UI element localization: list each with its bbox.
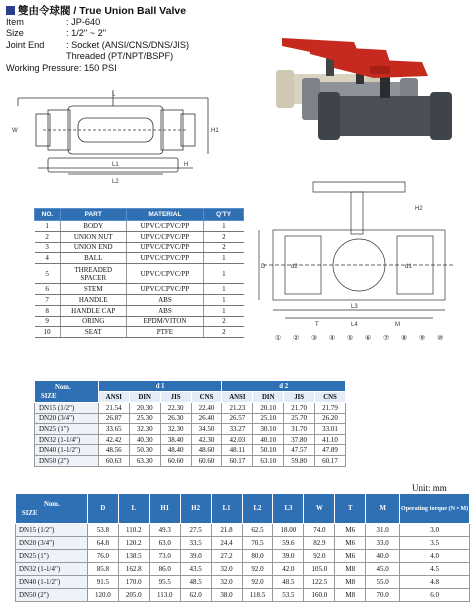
table-row: 4 BALL UPVC/CPVC/PP 1 bbox=[35, 253, 244, 264]
spec-joint: Joint End : Socket (ANSI/CNS/DNS/JIS) bbox=[6, 39, 190, 50]
table-row: DN25 (1") 33.65 32.30 32.30 34.50 33.27 30.10 31.70 33.01 bbox=[35, 424, 346, 435]
dim-header: L3 bbox=[273, 494, 304, 524]
d-sub-header: ANSI bbox=[222, 392, 253, 403]
svg-text:W: W bbox=[12, 128, 18, 134]
valve-photo bbox=[262, 22, 462, 146]
svg-text:L1: L1 bbox=[112, 162, 119, 168]
product-title: 雙由令球閥 / True Union Ball Valve bbox=[18, 4, 187, 17]
d-sub-header: DIN bbox=[129, 392, 160, 403]
dim-header: W bbox=[304, 494, 335, 524]
parts-header-part: PART bbox=[60, 209, 126, 221]
table-row: 5 THREADED SPACER UPVC/CPVC/PP 1 bbox=[35, 264, 244, 284]
dim-header: M bbox=[366, 494, 400, 524]
spec-pressure: Working Pressure: 150 PSI bbox=[6, 62, 117, 73]
table-row: 1 BODY UPVC/CPVC/PP 1 bbox=[35, 221, 244, 232]
socket-diameter-table bbox=[34, 380, 346, 467]
section-view-drawing bbox=[255, 170, 465, 350]
svg-text:H: H bbox=[184, 162, 189, 168]
svg-text:⑩: ⑩ bbox=[437, 335, 444, 342]
title-square-icon bbox=[6, 6, 15, 15]
table-row: 10 SEAT PTFE 2 bbox=[35, 327, 244, 338]
svg-text:⑧: ⑧ bbox=[401, 335, 408, 342]
d-sub-header: JIS bbox=[284, 392, 315, 403]
svg-text:L4: L4 bbox=[351, 322, 358, 328]
svg-text:L: L bbox=[112, 92, 116, 98]
spec-size: Size : 1/2" ~ 2" bbox=[6, 28, 106, 39]
table-row: DN25 (1") 76.0 138.5 73.0 39.0 27.2 80.0 39.0 92.0 M6 40.0 4.0 bbox=[16, 550, 470, 563]
svg-text:L2: L2 bbox=[112, 179, 119, 185]
d-sub-header: DIN bbox=[253, 392, 284, 403]
parts-table bbox=[34, 208, 244, 338]
d2-group-header: d 2 bbox=[222, 381, 346, 392]
parts-header-material: MATERIAL bbox=[126, 209, 204, 221]
svg-text:②: ② bbox=[293, 335, 300, 342]
svg-text:⑤: ⑤ bbox=[347, 335, 354, 342]
torque-header: Operating torque (N • M) bbox=[400, 494, 470, 524]
table-row: DN50 (2") 120.0 205.0 113.0 62.0 38.0 118.5 53.5 160.0 M8 70.0 6.0 bbox=[16, 589, 470, 602]
table-row: DN15 (1/2") 21.54 20.30 22.30 22.40 21.23 20.10 21.70 21.79 bbox=[35, 403, 346, 414]
svg-text:⑦: ⑦ bbox=[383, 335, 390, 342]
dim-header: T bbox=[335, 494, 366, 524]
table-row: 2 UNION NUT UPVC/CPVC/PP 2 bbox=[35, 231, 244, 242]
table-row: 7 HANDLE ABS 1 bbox=[35, 294, 244, 305]
dimension-table bbox=[15, 493, 470, 602]
table-row: DN40 (1-1/2") 48.56 50.30 48.40 48.60 48.11 50.10 47.57 47.89 bbox=[35, 445, 346, 456]
spec-item: Item : JP-640 bbox=[6, 17, 101, 27]
svg-text:M: M bbox=[395, 322, 400, 328]
table-row: DN50 (2") 60.63 63.30 60.60 60.60 60.17 63.10 59.80 60.17 bbox=[35, 455, 346, 466]
svg-text:④: ④ bbox=[329, 335, 336, 342]
svg-text:①: ① bbox=[275, 335, 282, 342]
svg-text:d1: d1 bbox=[405, 264, 412, 270]
dim-header: D bbox=[87, 494, 118, 524]
unit-label: Unit: mm bbox=[412, 483, 447, 493]
svg-text:d2: d2 bbox=[291, 264, 298, 270]
table-row: 6 STEM UPVC/CPVC/PP 1 bbox=[35, 284, 244, 295]
dim-header: H2 bbox=[180, 494, 211, 524]
table-row: DN32 (1-1/4") 42.42 40.30 38.40 42.30 42.03 40.10 37.80 41.10 bbox=[35, 434, 346, 445]
svg-text:H1: H1 bbox=[211, 128, 219, 134]
table-row: DN40 (1-1/2") 91.5 170.0 95.5 48.5 32.0 92.0 48.5 122.5 M8 55.0 4.8 bbox=[16, 576, 470, 589]
dim-table-corner: Nom. SIZE bbox=[16, 494, 88, 524]
table-row: 9 ORING EPDM/VITON 2 bbox=[35, 316, 244, 327]
svg-text:D: D bbox=[261, 264, 266, 270]
parts-header-qty: Q'TY bbox=[204, 209, 244, 221]
dim-header: H1 bbox=[149, 494, 180, 524]
svg-text:T: T bbox=[315, 322, 319, 328]
svg-text:⑥: ⑥ bbox=[365, 335, 372, 342]
d-table-corner: Nom. SIZE bbox=[35, 381, 99, 403]
d-sub-header: JIS bbox=[160, 392, 191, 403]
spec-joint-threaded: Threaded (PT/NPT/BSPF) bbox=[66, 51, 174, 62]
parts-header-no: NO. bbox=[35, 209, 61, 221]
table-row: DN20 (3/4") 64.8 120.2 63.0 33.5 24.4 70.5 59.6 82.9 M6 33.0 3.5 bbox=[16, 537, 470, 550]
d-sub-header: ANSI bbox=[98, 392, 129, 403]
d-sub-header: CNS bbox=[315, 392, 346, 403]
front-view-drawing bbox=[8, 88, 223, 196]
d-sub-header: CNS bbox=[191, 392, 222, 403]
spec-header bbox=[6, 3, 256, 74]
svg-text:H2: H2 bbox=[415, 206, 423, 212]
table-row: DN20 (3/4") 26.87 25.30 26.30 26.40 26.57 25.10 25.70 26.20 bbox=[35, 413, 346, 424]
table-row: 3 UNION END UPVC/CPVC/PP 2 bbox=[35, 242, 244, 253]
table-row: DN32 (1-1/4") 85.8 162.8 86.0 43.5 32.0 92.0 42.0 105.0 M8 45.0 4.5 bbox=[16, 563, 470, 576]
dim-header: L1 bbox=[211, 494, 242, 524]
dim-header: L bbox=[118, 494, 149, 524]
svg-text:⑨: ⑨ bbox=[419, 335, 426, 342]
table-row: DN15 (1/2") 53.8 110.2 49.3 27.5 21.8 62.5 18.00 74.0 M6 31.0 3.0 bbox=[16, 524, 470, 537]
dim-header: L2 bbox=[242, 494, 273, 524]
table-row: 8 HANDLE CAP ABS 1 bbox=[35, 305, 244, 316]
d1-group-header: d 1 bbox=[98, 381, 222, 392]
svg-text:L3: L3 bbox=[351, 304, 358, 310]
svg-text:③: ③ bbox=[311, 335, 318, 342]
